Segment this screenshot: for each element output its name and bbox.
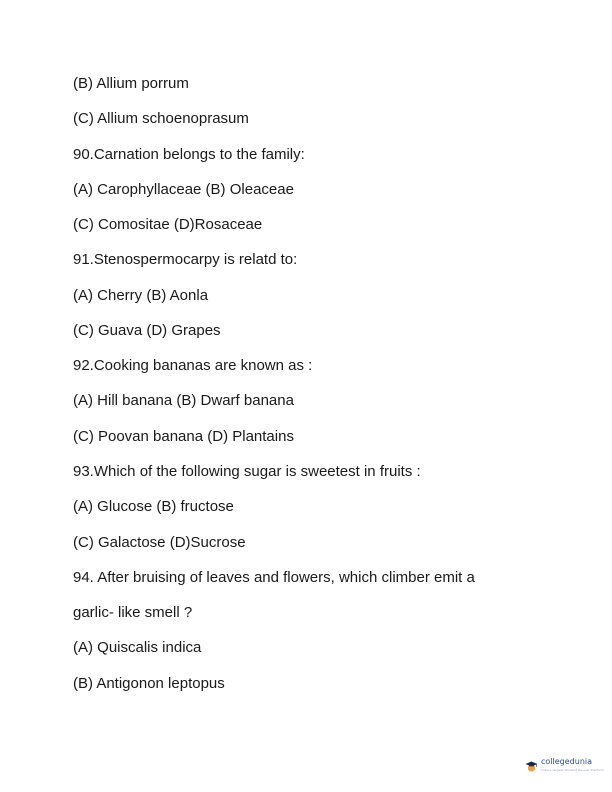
text-line: (A) Quiscalis indica	[73, 639, 202, 656]
question-91: 91.Stenospermocarpy is relatd to:	[73, 251, 298, 268]
logo-tagline: India's largest Student Review Platform	[541, 768, 604, 772]
logo-name: collegedunia	[541, 757, 593, 766]
text-line: (A) Cherry (B) Aonla	[73, 287, 209, 304]
collegedunia-logo	[525, 758, 604, 774]
text-line: (C) Guava (D) Grapes	[73, 322, 221, 339]
text-line: garlic- like smell ?	[73, 604, 193, 621]
text-line: (B) Antigonon leptopus	[73, 675, 225, 692]
text-line: (C) Poovan banana (D) Plantains	[73, 428, 294, 445]
text-line: (C) Comositae (D)Rosaceae	[73, 216, 263, 233]
text-line: (A) Glucose (B) fructose	[73, 498, 234, 515]
text-line: (A) Hill banana (B) Dwarf banana	[73, 392, 294, 409]
text-line: (C) Allium schoenoprasum	[73, 110, 249, 127]
question-92: 92.Cooking bananas are known as :	[73, 357, 313, 374]
text-line: (B) Allium porrum	[73, 75, 189, 92]
question-90: 90.Carnation belongs to the family:	[73, 146, 305, 163]
question-94: 94. After bruising of leaves and flowers, which climber emit a	[73, 569, 475, 586]
question-93: 93.Which of the following sugar is sweetest in fruits :	[73, 463, 421, 480]
graduate-cap-icon	[525, 760, 538, 773]
text-line: (C) Galactose (D)Sucrose	[73, 534, 246, 551]
text-line: (A) Carophyllaceae (B) Oleaceae	[73, 181, 294, 198]
